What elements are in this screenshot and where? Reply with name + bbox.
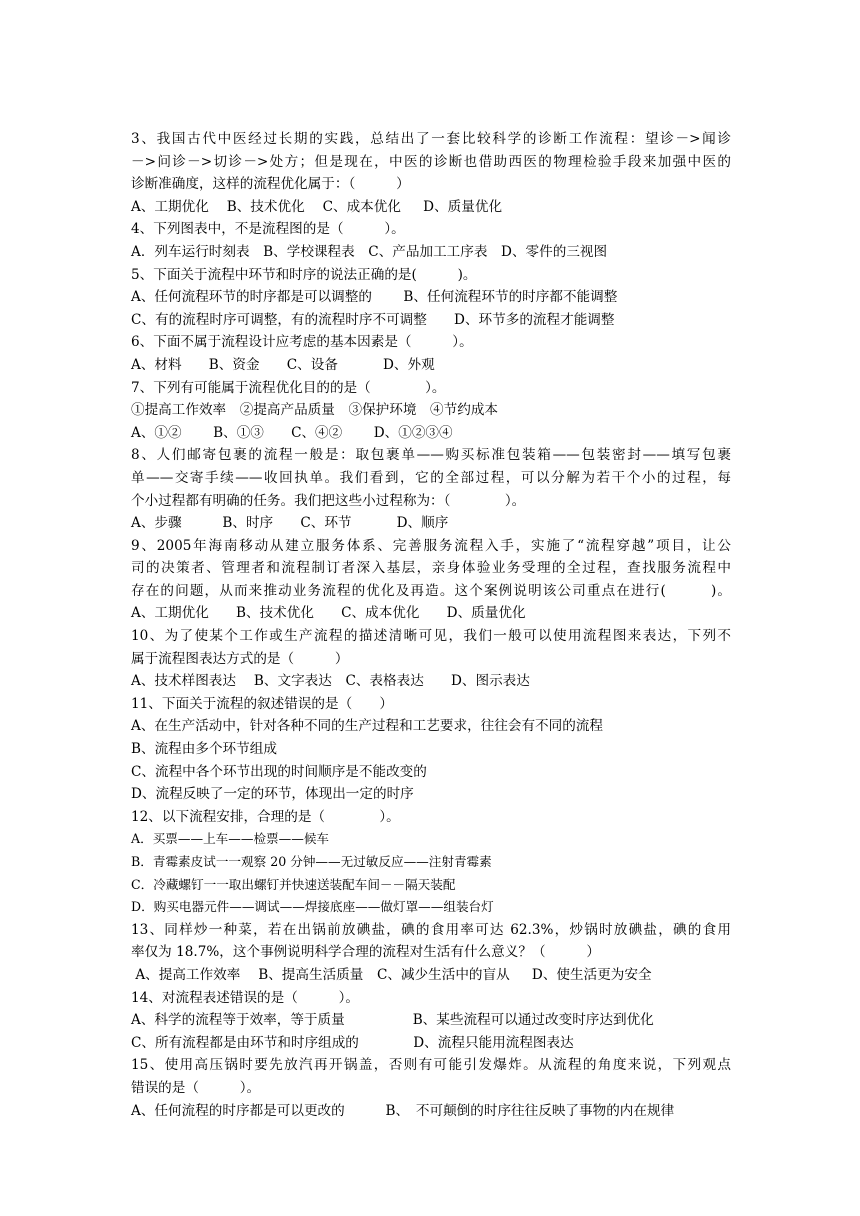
text-line: A、①② B、①③ C、④② D、①②③④ (131, 424, 453, 441)
text-line: A．买票——上车——检票——候车 (131, 831, 330, 847)
text-line: A、提高工作效率 B、提高生活质量 C、减少生活中的盲从 D、使生活更为安全 (131, 966, 652, 983)
text-line: 5、下面关于流程中环节和时序的说法正确的是( )。 (131, 266, 477, 283)
text-line: D．购买电器元件——调试——焊接底座——做灯罩——组装台灯 (131, 899, 494, 915)
text-line: A、技术样图表达 B、文字表达 C、表格表达 D、图示表达 (131, 673, 530, 690)
text-line: 属于流程图表达方式的是（ ） (131, 650, 349, 667)
text-line: C．冷藏螺钉一一取出螺钉并快速送装配车间－－隔天装配 (131, 876, 456, 892)
text-line: 单——交寄手续——收回执单。我们看到，它的全部过程，可以分解为若干个小的过程，每 (131, 469, 731, 486)
text-line: A、任何流程的时序都是可以更改的 B、 不可颠倒的时序往往反映了事物的内在规律 (131, 1102, 675, 1119)
text-line: 率仅为 18.7%，这个事例说明科学合理的流程对生活有什么意义？（ ） (131, 944, 600, 961)
text-line: 8、人们邮寄包裹的流程一般是：取包裹单——购买标准包装箱——包装密封——填写包裹 (131, 447, 731, 464)
text-line: C、所有流程都是由环节和时序组成的 D、流程只能用流程图表达 (131, 1034, 574, 1051)
text-line: －>问诊－>切诊－>处方；但是现在，中医的诊断也借助西医的物理检验手段来加强中医的 (131, 153, 731, 170)
text-line: D、流程反映了一定的环节，体现出一定的时序 (131, 786, 414, 803)
text-line: 3、我国古代中医经过长期的实践，总结出了一套比较科学的诊断工作流程：望诊－>闻诊 (131, 131, 731, 147)
text-line: A、步骤 B、时序 C、环节 D、顺序 (131, 515, 449, 532)
text-line: 个小过程都有明确的任务。我们把这些小过程称为：（ ）。 (131, 492, 526, 509)
text-line: 10、为了使某个工作或生产流程的描述清晰可见，我们一般可以使用流程图来表达，下列不 (131, 628, 731, 645)
text-line: 错误的是（ ）。 (131, 1079, 261, 1096)
text-line: 11、下面关于流程的叙述错误的是（ ） (131, 695, 393, 712)
text-line: 7、下列有可能属于流程优化目的的是（ ）。 (131, 379, 446, 396)
text-line: A、任何流程环节的时序都是可以调整的 B、任何流程环节的时序都不能调整 (131, 289, 618, 306)
text-line: 存在的问题，从而来推动业务流程的优化及再造。这个案例说明该公司重点在进行( )。 (131, 582, 731, 599)
text-line: A、工期优化 B、技术优化 C、成本优化 D、质量优化 (131, 605, 526, 622)
text-line: 4、下列图表中，不是流程图的是（ ）。 (131, 221, 405, 238)
text-line: 6、下面不属于流程设计应考虑的基本因素是（ ）。 (131, 334, 473, 351)
text-line: ①提高工作效率 ②提高产品质量 ③保护环境 ④节约成本 (131, 402, 499, 419)
text-line: B、流程由多个环节组成 (131, 741, 277, 758)
text-line: 12、以下流程安排，合理的是（ ）。 (131, 808, 400, 825)
text-line: 14、对流程表述错误的是（ ）。 (131, 989, 359, 1006)
text-line: 15、使用高压锅时要先放汽再开锅盖，否则有可能引发爆炸。从流程的角度来说，下列观点 (131, 1057, 731, 1074)
text-line: A、材料 B、资金 C、设备 D、外观 (131, 356, 435, 373)
text-line: A．列车运行时刻表 B、学校课程表 C、产品加工工序表 D、零件的三视图 (131, 243, 608, 260)
text-line: 诊断准确度，这样的流程优化属于：（ ） (131, 176, 410, 193)
text-line: A、在生产活动中，针对各种不同的生产过程和工艺要求，往往会有不同的流程 (131, 718, 604, 735)
text-line: A、工期优化 B、技术优化 C、成本优化 D、质量优化 (131, 198, 503, 215)
text-line: A、科学的流程等于效率，等于质量 B、某些流程可以通过改变时序达到优化 (131, 1012, 654, 1029)
text-line: C、有的流程时序可调整，有的流程时序不可调整 D、环节多的流程才能调整 (131, 311, 615, 328)
text-line: 13、同样炒一种菜，若在出锅前放碘盐，碘的食用率可达 62.3%，炒锅时放碘盐，碘的食用 (131, 921, 731, 938)
text-line: C、流程中各个环节出现的时间顺序是不能改变的 (131, 763, 427, 780)
document-page (131, 128, 731, 1122)
text-line: 9、2005年海南移动从建立服务体系、完善服务流程入手，实施了“流程穿越”项目，让公 (131, 537, 731, 554)
text-line: 司的决策者、管理者和流程制订者深入基层，亲身体验业务受理的全过程，查找服务流程中 (131, 560, 731, 577)
text-line: B．青霉素皮试一一观察 20 分钟——无过敏反应——注射青霉素 (131, 854, 492, 869)
